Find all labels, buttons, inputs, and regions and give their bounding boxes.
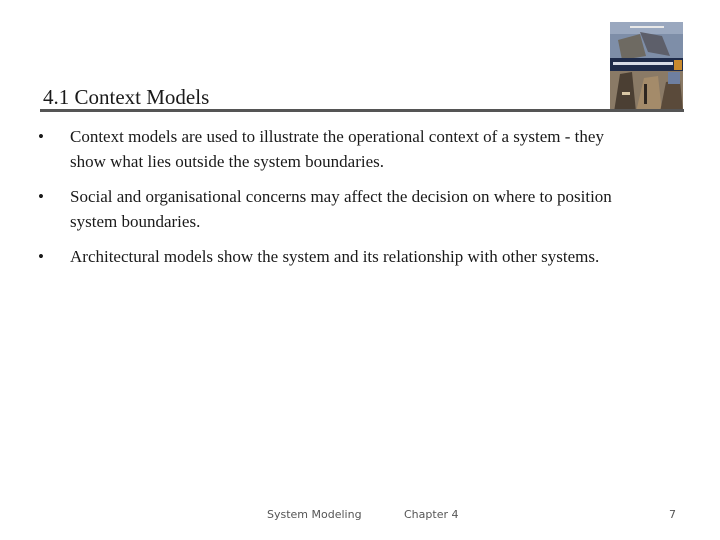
bullet-marker: • [38,247,44,266]
book-cover-image [610,22,683,112]
bullet-item [38,124,638,174]
book-cover-icon [610,22,683,112]
bullet-item [38,244,638,269]
bullet-text: Context models are used to illustrate the operational context of a system - they show what lies outside the system boundaries. [70,127,604,171]
slide-title: 4.1 Context Models [43,85,210,109]
bullet-text: Social and organisational concerns may affect the decision on where to position system boundaries. [70,187,612,231]
title-divider [40,109,684,112]
page-number: 7 [669,508,676,521]
bullet-item [38,184,638,234]
bullet-marker: • [38,127,44,146]
footer-title: System Modeling [267,508,362,521]
bullet-text: Architectural models show the system and its relationship with other systems. [70,247,600,266]
bullet-marker: • [38,187,44,206]
footer-chapter: Chapter 4 [404,508,459,521]
bullet-list [38,124,638,279]
